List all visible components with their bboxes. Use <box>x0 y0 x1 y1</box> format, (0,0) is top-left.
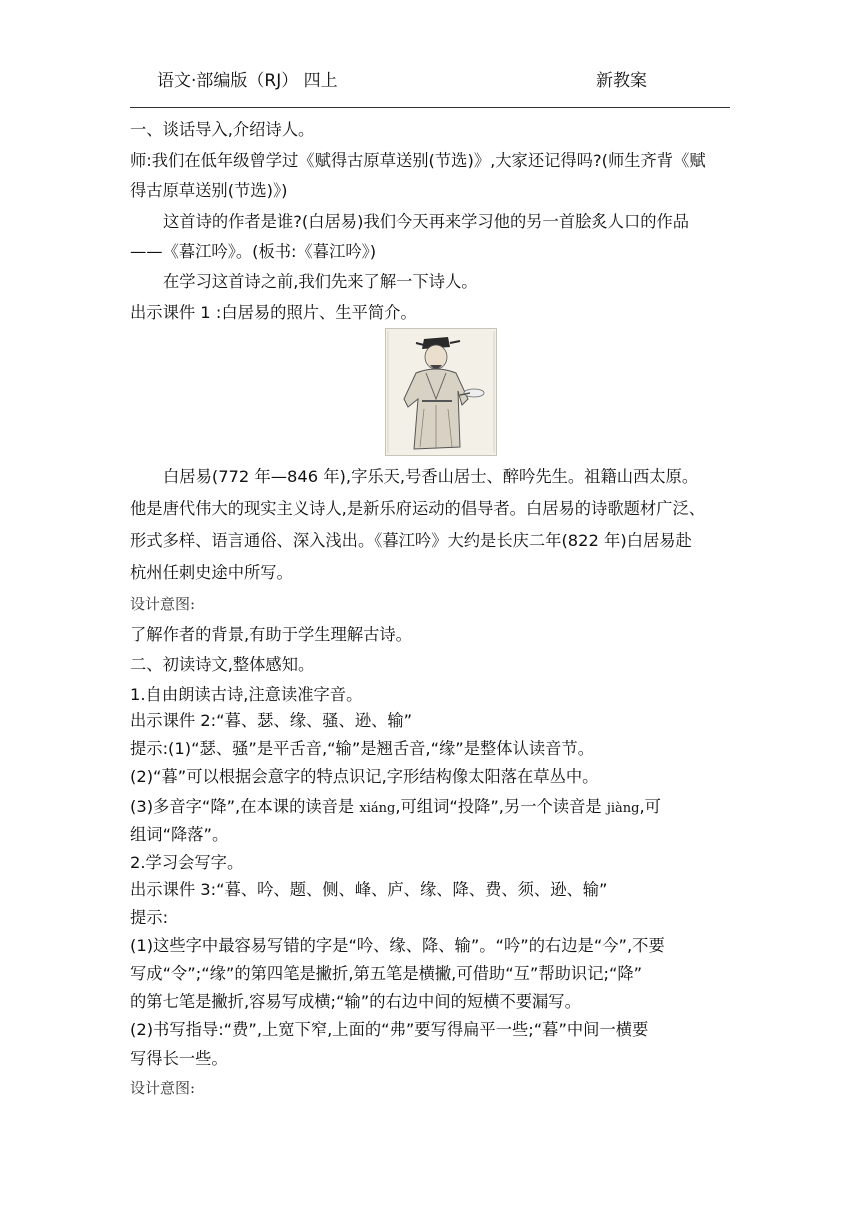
section-heading-2: 二、初读诗文,整体感知。 <box>130 655 315 674</box>
paragraph-line: 2.学习会写字。 <box>130 853 244 872</box>
paragraph-line: 提示: <box>130 908 169 927</box>
paragraph-line: 形式多样、语言通俗、深入浅出。《暮江吟》大约是长庆二年(822 年)白居易赴 <box>130 531 692 550</box>
paragraph-line: 白居易(772 年—846 年),字乐天,号香山居士、醉吟先生。祖籍山西太原。 <box>163 467 699 486</box>
poet-portrait-image <box>385 328 497 456</box>
pinyin-jiang: jiàng <box>606 801 640 816</box>
paragraph-line: 出示课件 1 :白居易的照片、生平简介。 <box>130 303 417 322</box>
paragraph-line: 1.自由朗读古诗,注意读准字音。 <box>130 685 363 704</box>
paragraph-line: 杭州任刺史途中所写。 <box>130 563 293 582</box>
paragraph-line: ——《暮江吟》。(板书:《暮江吟》) <box>130 242 377 261</box>
paragraph-line: 这首诗的作者是谁?(白居易)我们今天再来学习他的另一首脍炙人口的作品 <box>163 212 690 231</box>
paragraph-line: 他是唐代伟大的现实主义诗人,是新乐府运动的倡导者。白居易的诗歌题材广泛、 <box>130 499 706 518</box>
design-intent-label: 设计意图: <box>130 1079 196 1097</box>
paragraph-line: 了解作者的背景,有助于学生理解古诗。 <box>130 625 412 644</box>
design-intent-label: 设计意图: <box>130 595 196 613</box>
paragraph-line: 得古原草送别(节选)》) <box>130 181 288 200</box>
header-subject: 语文·部编版（RJ） 四上 <box>157 71 338 91</box>
paragraph-line: 出示课件 2:“暮、瑟、缘、骚、逊、输” <box>130 711 413 730</box>
paragraph-line: (1)这些字中最容易写错的字是“吟、缘、降、输”。“吟”的右边是“今”,不要 <box>130 936 665 955</box>
paragraph-line: 写成“令”;“缘”的第四笔是撇折,第五笔是横撇,可借助“互”帮助识记;“降” <box>130 964 643 983</box>
paragraph-line: (2)书写指导:“费”,上宽下窄,上面的“弗”要写得扁平一些;“暮”中间一横要 <box>130 1020 649 1039</box>
paragraph-line: 的第七笔是撇折,容易写成横;“输”的右边中间的短横不要漏写。 <box>130 992 581 1011</box>
paragraph-line: 师:我们在低年级曾学过《赋得古原草送别(节选)》,大家还记得吗?(师生齐背《赋 <box>130 151 706 170</box>
paragraph-line: 出示课件 3:“暮、吟、题、侧、峰、庐、缘、降、费、须、逊、输” <box>130 880 608 899</box>
paragraph-line: 写得长一些。 <box>130 1049 228 1068</box>
text-segment: (3)多音字“降”,在本课的读音是 <box>130 797 360 816</box>
pinyin-xiang: xiáng <box>359 801 396 816</box>
header-divider <box>130 107 730 108</box>
text-segment: ,可 <box>639 797 661 816</box>
portrait-illustration <box>386 329 496 455</box>
text-segment: ,可组词“投降”,另一个读音是 <box>395 797 607 816</box>
section-heading-1: 一、谈话导入,介绍诗人。 <box>130 120 315 139</box>
header-title: 新教案 <box>596 71 647 91</box>
paragraph-line: (2)“暮”可以根据会意字的特点识记,字形结构像太阳落在草丛中。 <box>130 767 599 786</box>
paragraph-line: 提示:(1)“瑟、骚”是平舌音,“输”是翘舌音,“缘”是整体认读音节。 <box>130 739 594 758</box>
paragraph-line: 在学习这首诗之前,我们先来了解一下诗人。 <box>163 272 478 291</box>
paragraph-line: 组词“降落”。 <box>130 825 229 844</box>
paragraph-line-pinyin <box>130 795 730 821</box>
